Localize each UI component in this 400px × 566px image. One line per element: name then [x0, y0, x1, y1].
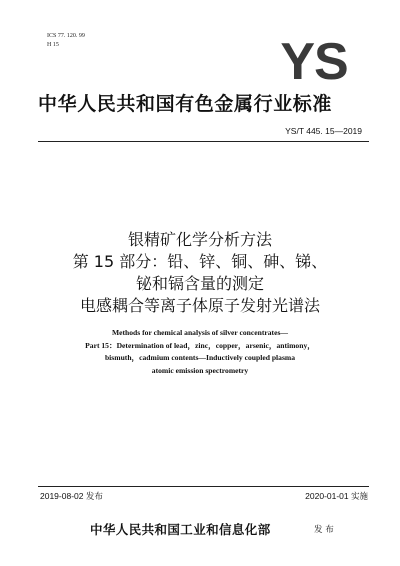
- ys-logo-text: YS: [280, 38, 348, 82]
- chinese-title: [0, 229, 400, 317]
- header-divider: [38, 141, 369, 142]
- implementation-date: 2020-01-01 实施: [305, 491, 368, 501]
- issue-date: 2019-08-02 发布: [40, 491, 103, 501]
- chinese-title-line: 铋和镉含量的测定: [135, 274, 264, 293]
- english-title-line: Methods for chemical analysis of silver concentrates—: [111, 328, 289, 337]
- issuer-suffix: 发 布: [314, 525, 334, 535]
- footer-divider: [38, 486, 369, 487]
- standard-category-title: 中华人民共和国有色金属行业标准: [38, 93, 333, 115]
- ics-code: ICS 77. 120. 99: [47, 33, 85, 39]
- chinese-title-line: 电感耦合等离子体原子发射光谱法: [79, 296, 320, 315]
- ccs-code: H 15: [47, 42, 59, 48]
- english-title-line: atomic emission spectrometry: [151, 365, 249, 375]
- issuing-authority: 中华人民共和国工业和信息化部: [90, 522, 271, 537]
- ys-logo: [269, 38, 359, 82]
- english-title: [0, 327, 400, 377]
- chinese-title-line: 银精矿化学分析方法: [127, 230, 272, 249]
- english-title-line: bismuth，cadmium contents—Inductively coupled plasma: [104, 353, 296, 362]
- classification-codes: [47, 32, 85, 50]
- english-title-line: Part 15：Determination of lead，zinc，copper，arsenic，antimony，: [85, 340, 315, 350]
- standard-number: YS/T 445. 15—2019: [285, 126, 362, 136]
- chinese-title-line: 第 15 部分：铅、锌、铜、砷、锑、: [72, 252, 328, 271]
